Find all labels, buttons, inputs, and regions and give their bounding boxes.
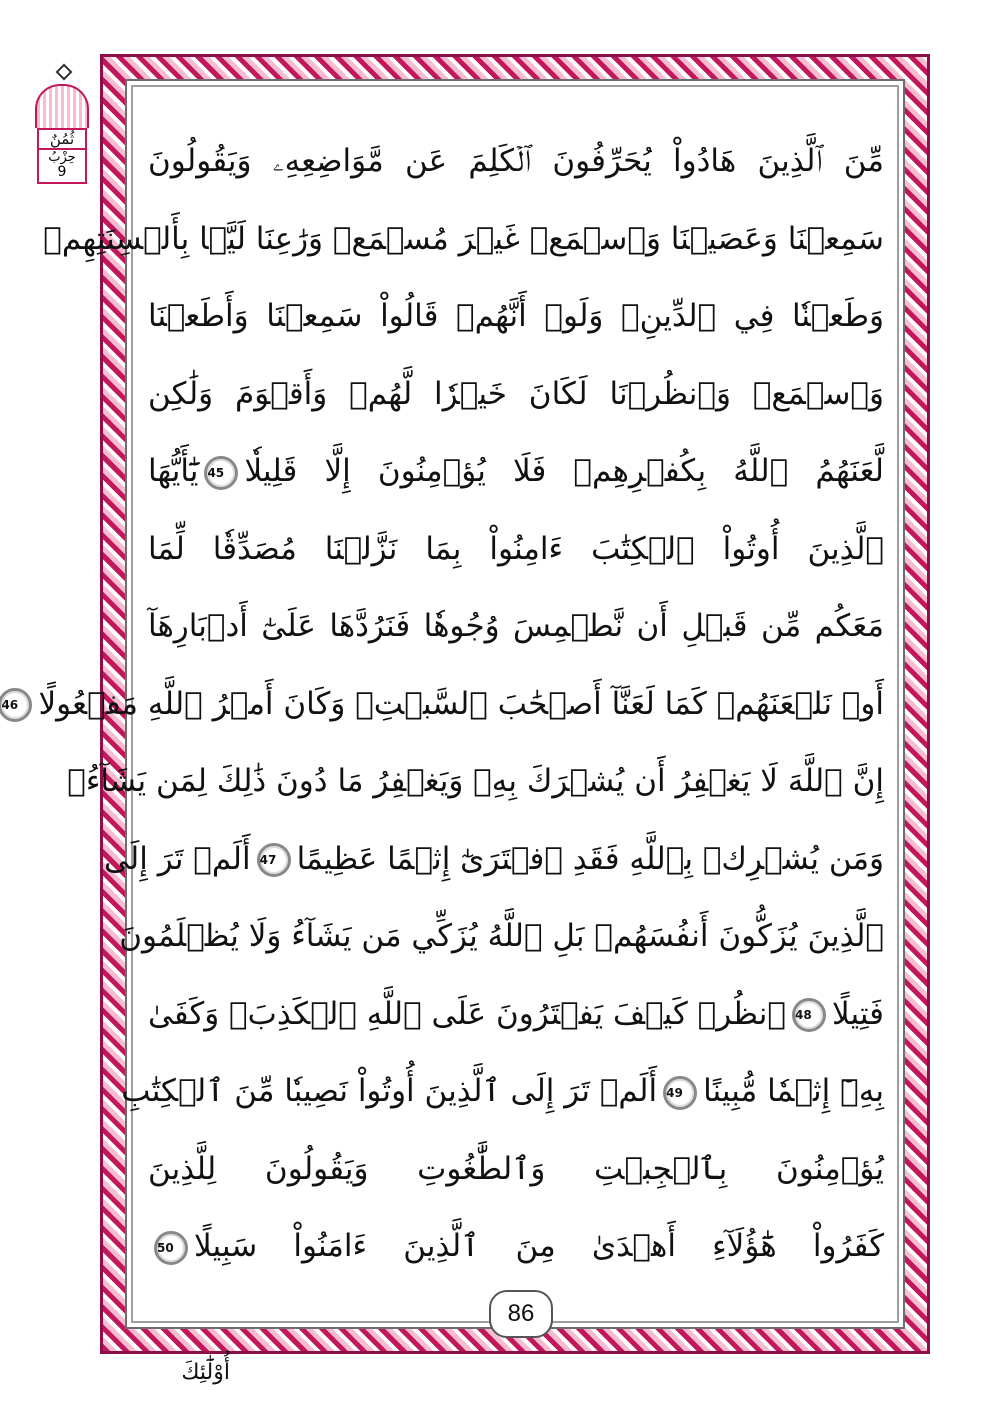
verse-line bbox=[103, 816, 884, 902]
verse-line bbox=[43, 196, 884, 282]
verse-line-text: مِّنَ ٱلَّذِينَ هَادُواْ يُحَرِّفُونَ ٱلۡكَلِمَ عَن مَّوَاضِعِهِۦ وَيَقُولُونَ bbox=[148, 143, 884, 179]
page-number-text: 86 bbox=[507, 1300, 535, 1327]
diamond-ornament-icon bbox=[55, 62, 69, 84]
verse-line bbox=[148, 971, 884, 1057]
verse-line-text: وَٱسۡمَعۡ وَٱنظُرۡنَا لَكَانَ خَيۡرٗا لَّهُمۡ وَأَقۡوَمَ وَلَٰكِن bbox=[148, 375, 884, 412]
ayah-number-marker: 49 bbox=[663, 1076, 697, 1110]
verse-line-continuation: يَٰٓأَيُّهَا bbox=[148, 453, 199, 489]
verse-line-continuation: أَلَمۡ تَرَ إِلَى bbox=[103, 840, 251, 877]
verse-line bbox=[148, 273, 884, 359]
ayah-number-marker: 50 bbox=[154, 1231, 188, 1265]
verse-line bbox=[148, 506, 884, 592]
hizb-number: 9 bbox=[57, 164, 67, 180]
verse-line-continuation: ٱنظُرۡ كَيۡفَ يَفۡتَرُونَ عَلَى ٱللَّهِ ٱلۡكَذِبَۖ وَكَفَىٰ bbox=[147, 995, 786, 1032]
verse-line-text: بِهِۦٓ إِثۡمٗا مُّبِينًا bbox=[703, 1073, 884, 1109]
verse-line bbox=[148, 1203, 884, 1289]
verse-line bbox=[148, 351, 884, 437]
verse-line-text: فَتِيلًا bbox=[831, 995, 884, 1032]
ayah-number-marker: 48 bbox=[792, 998, 826, 1032]
verse-line-text: كَفَرُواْ هَٰٓؤُلَآءِ أَهۡدَىٰ مِنَ ٱلَّذِينَ ءَامَنُواْ سَبِيلًا bbox=[194, 1228, 884, 1264]
verse-line bbox=[121, 1048, 884, 1134]
verse-line bbox=[1, 661, 884, 747]
verse-line-text: يُؤۡمِنُونَ بِٱلۡجِبۡتِ وَٱلطَّٰغُوتِ وَيَقُولُونَ لِلَّذِينَ bbox=[148, 1150, 884, 1187]
verse-line-text: سَمِعۡنَا وَعَصَيۡنَا وَٱسۡمَعۡ غَيۡرَ مُسۡمَعٖ وَرَٰعِنَا لَيَّۢا بِأَلۡسِنَتِهِمۡ bbox=[43, 220, 884, 257]
ayah-number-marker: 45 bbox=[204, 456, 238, 490]
verse-line bbox=[148, 1126, 884, 1212]
hizb-word: حِزْبُ bbox=[48, 150, 76, 165]
verse-line bbox=[67, 738, 884, 824]
verse-line-text: وَطَعۡنٗا فِي ٱلدِّينِۚ وَلَوۡ أَنَّهُمۡ قَالُواْ سَمِعۡنَا وَأَطَعۡنَا bbox=[148, 298, 884, 334]
verse-line-text: لَّعَنَهُمُ ٱللَّهُ بِكُفۡرِهِمۡ فَلَا يُؤۡمِنُونَ إِلَّا قَلِيلٗا bbox=[244, 453, 884, 489]
verse-line-text: إِنَّ ٱللَّهَ لَا يَغۡفِرُ أَن يُشۡرَكَ بِهِۦ وَيَغۡفِرُ مَا دُونَ ذَٰلِكَ لِمَن يَشَآءُۚ bbox=[67, 763, 884, 799]
verse-line-text: أَوۡ نَلۡعَنَهُمۡ كَمَا لَعَنَّآ أَصۡحَٰبَ ٱلسَّبۡتِۚ وَكَانَ أَمۡرُ ٱللَّهِ مَفۡعُولًا bbox=[38, 685, 884, 722]
catchword: أُوْلَٰٓئِكَ bbox=[181, 1360, 230, 1385]
verse-line bbox=[119, 893, 884, 979]
hizb-number-box bbox=[37, 150, 87, 184]
verse-line bbox=[148, 428, 884, 514]
hizb-marker bbox=[34, 62, 90, 202]
hizb-fraction-label: ثُمُنٌ bbox=[37, 128, 87, 150]
verse-line-text: وَمَن يُشۡرِكۡ بِٱللَّهِ فَقَدِ ٱفۡتَرَىٰٓ إِثۡمًا عَظِيمًا bbox=[296, 840, 884, 877]
arch-ornament-icon bbox=[35, 84, 89, 128]
ayah-number-marker: 46 bbox=[0, 688, 32, 722]
verse-line-continuation: أَلَمۡ تَرَ إِلَى ٱلَّذِينَ أُوتُواْ نَصِيبٗا مِّنَ ٱلۡكِتَٰبِ bbox=[121, 1073, 658, 1109]
page-number bbox=[489, 1290, 553, 1338]
verse-line bbox=[148, 118, 884, 204]
verse-line-text: مَعَكُم مِّن قَبۡلِ أَن نَّطۡمِسَ وُجُوهٗا فَنَرُدَّهَا عَلَىٰٓ أَدۡبَارِهَآ bbox=[148, 608, 884, 644]
verse-line-text: ٱلَّذِينَ يُزَكُّونَ أَنفُسَهُمۚ بَلِ ٱللَّهُ يُزَكِّي مَن يَشَآءُ وَلَا يُظۡلَمُونَ bbox=[119, 918, 884, 954]
verse-line bbox=[148, 583, 884, 669]
verse-line-text: ٱلَّذِينَ أُوتُواْ ٱلۡكِتَٰبَ ءَامِنُواْ بِمَا نَزَّلۡنَا مُصَدِّقٗا لِّمَا bbox=[148, 530, 884, 567]
ayah-number-marker: 47 bbox=[257, 843, 291, 877]
